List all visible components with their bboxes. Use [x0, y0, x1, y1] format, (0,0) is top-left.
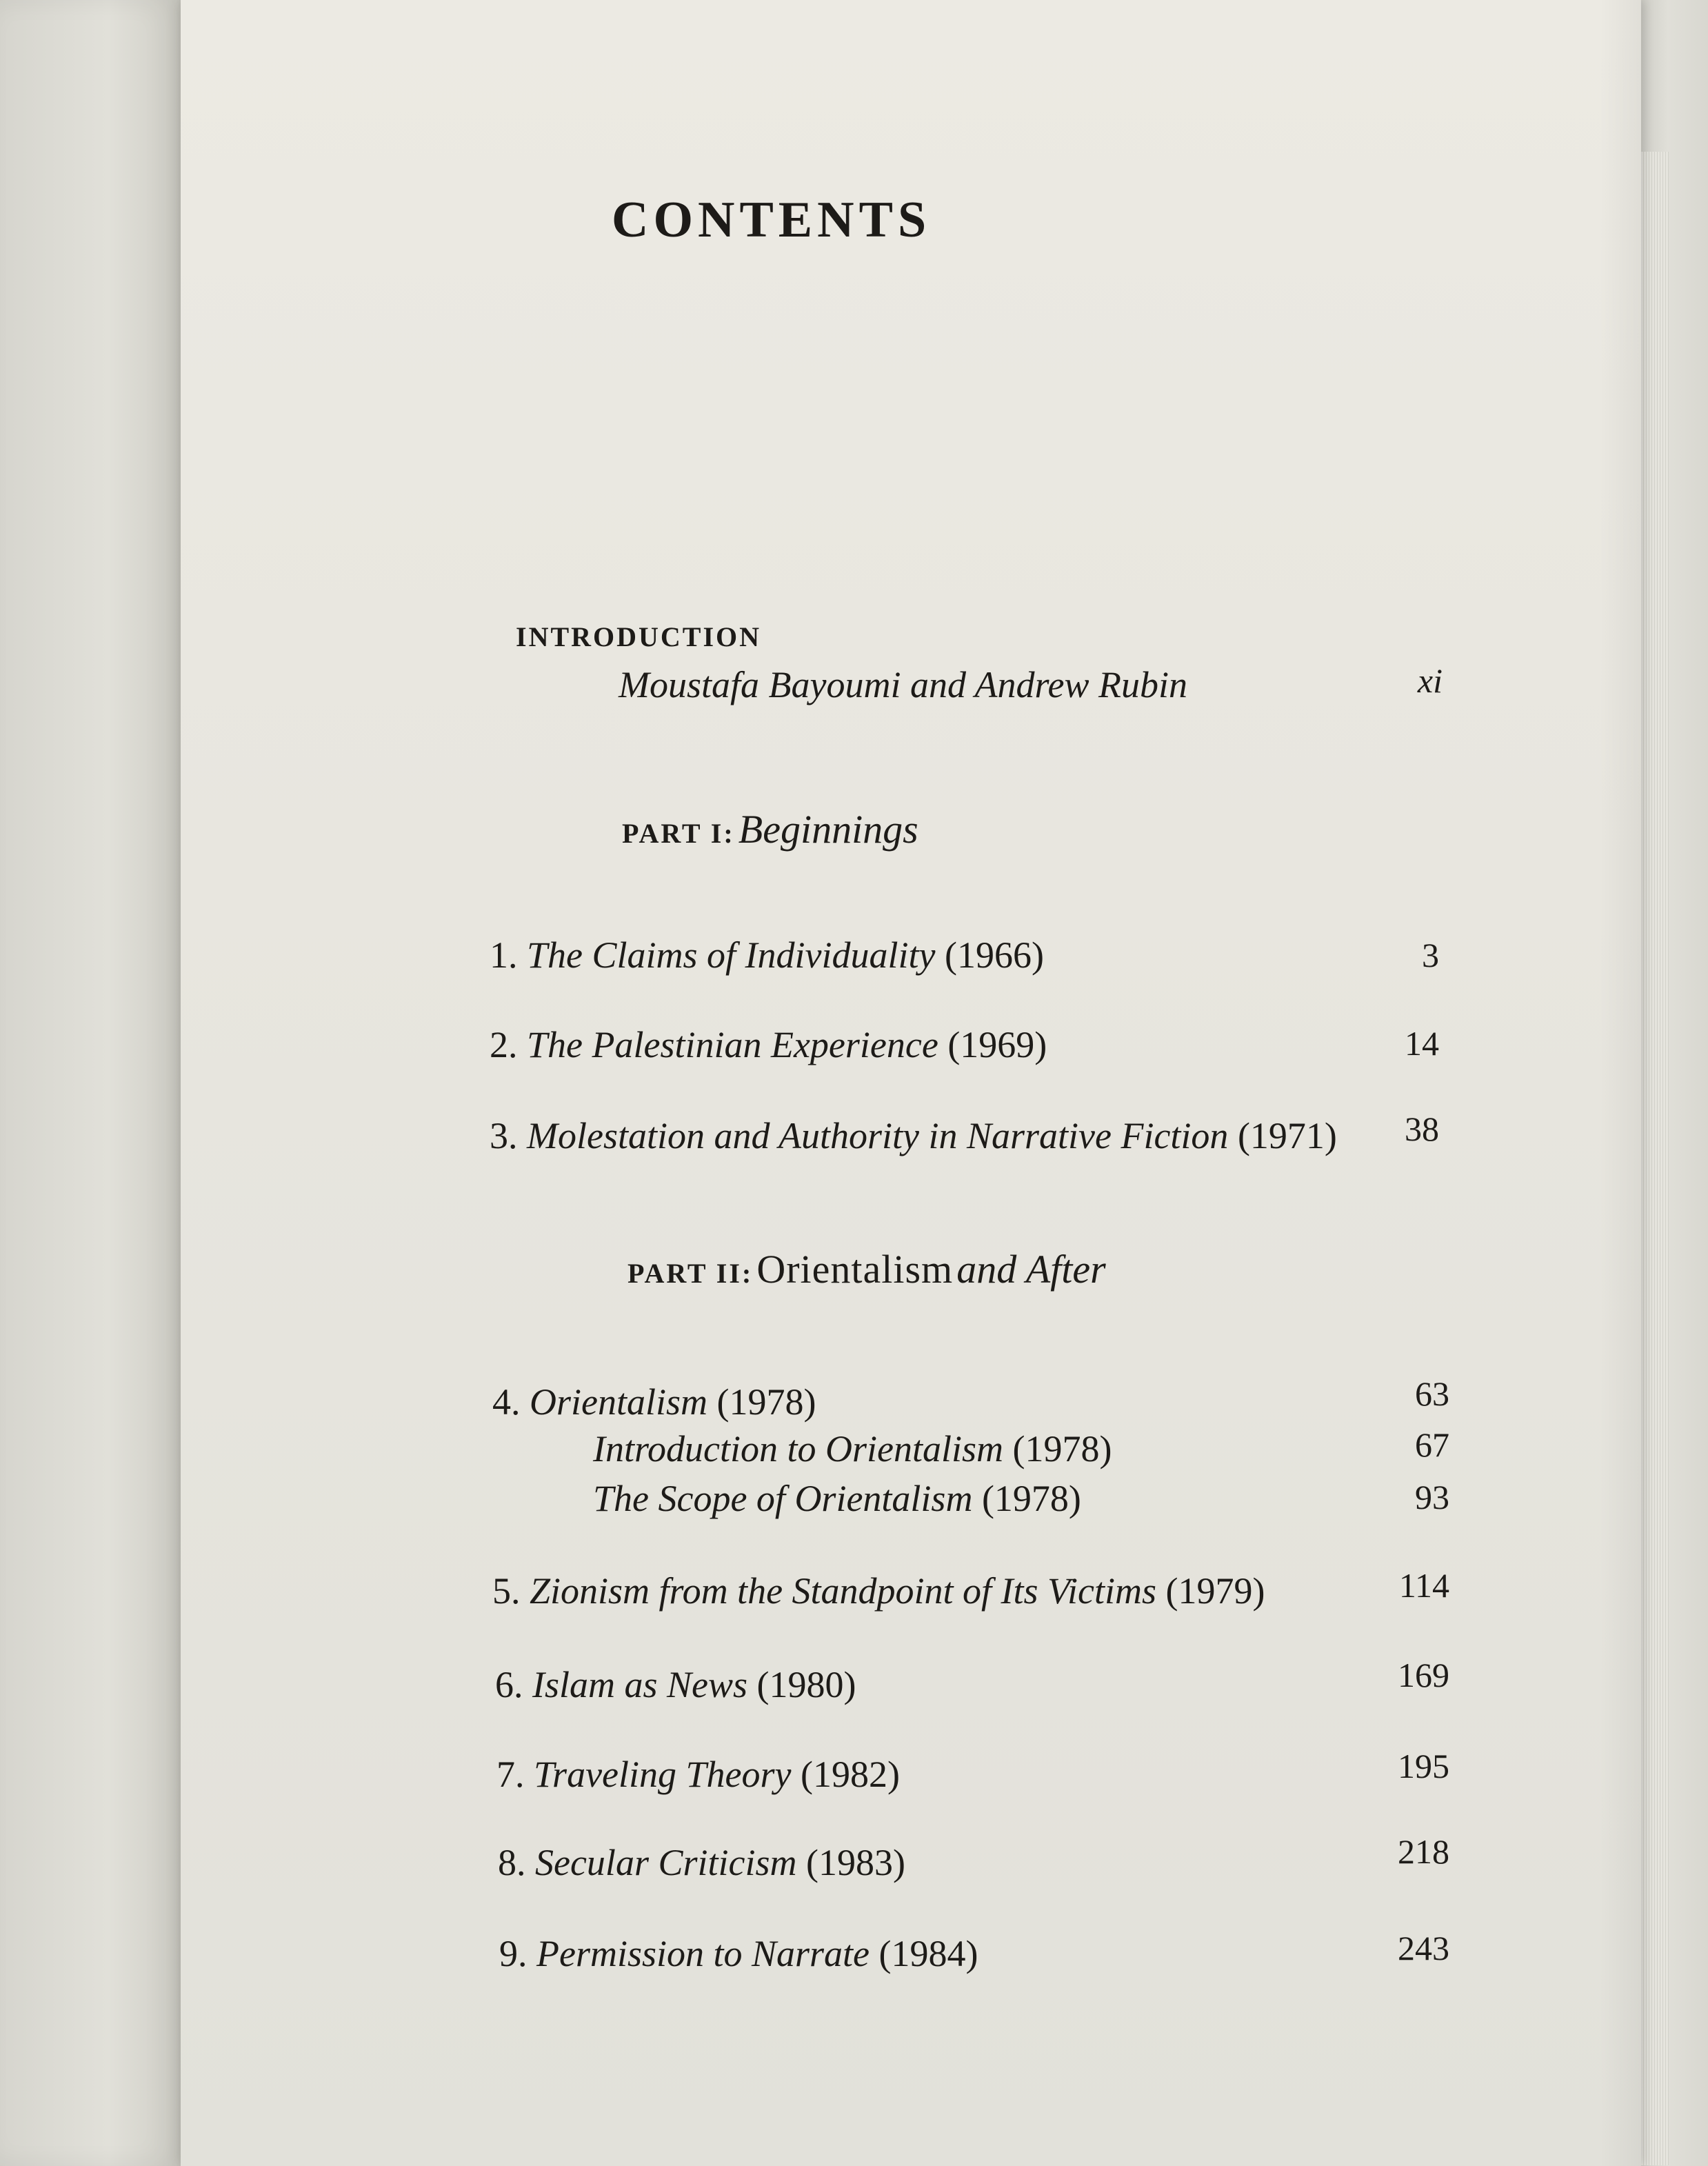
toc-subentry	[593, 1428, 1112, 1470]
part-2-heading	[627, 1247, 1106, 1292]
toc-subentry	[593, 1480, 1081, 1517]
introduction-authors-text: Moustafa Bayoumi and Andrew Rubin	[619, 664, 1187, 705]
entry-number: 8.	[498, 1842, 526, 1883]
part-2-title: Orientalism	[756, 1247, 954, 1292]
entry-title: The Palestinian Experience	[527, 1024, 938, 1065]
entry-title: The Scope of Orientalism	[593, 1478, 973, 1519]
toc-entry	[490, 936, 1044, 974]
toc-entry	[498, 1844, 905, 1881]
entry-year: (1983)	[805, 1842, 905, 1883]
entry-year: (1982)	[801, 1754, 900, 1795]
toc-entry	[492, 1572, 1265, 1610]
toc-entry	[490, 1117, 1337, 1154]
entry-number: 1.	[490, 934, 518, 976]
entry-page: 114	[1398, 1566, 1449, 1605]
entry-page: 67	[1415, 1425, 1449, 1464]
entry-page: 14	[1405, 1024, 1439, 1063]
introduction-authors	[619, 666, 1187, 703]
entry-year: (1979)	[1165, 1570, 1265, 1612]
entry-year: (1978)	[716, 1381, 816, 1423]
entry-page: 63	[1415, 1374, 1449, 1413]
entry-number: 7.	[496, 1754, 525, 1795]
contents-page	[181, 0, 1641, 2166]
toc-entry	[495, 1666, 856, 1703]
part-1-label: PART I:	[622, 818, 735, 849]
entry-title: Introduction to Orientalism	[593, 1428, 1003, 1470]
introduction-label: INTRODUCTION	[516, 621, 762, 652]
entry-number: 9.	[499, 1933, 528, 1974]
entry-number: 5.	[492, 1570, 521, 1612]
entry-title: Islam as News	[532, 1664, 748, 1705]
entry-year: (1984)	[878, 1933, 978, 1974]
entry-title: Zionism from the Standpoint of Its Victims	[530, 1570, 1157, 1612]
left-page-edge	[0, 0, 181, 2166]
entry-page: 3	[1422, 936, 1439, 974]
entry-number: 4.	[492, 1381, 521, 1423]
entry-number: 2.	[490, 1024, 518, 1065]
entry-title: Orientalism	[530, 1381, 708, 1423]
page-edges	[1641, 152, 1669, 2165]
entry-page: 195	[1398, 1747, 1449, 1785]
entry-title: Permission to Narrate	[536, 1933, 870, 1974]
entry-title: Molestation and Authority in Narrative Fiction	[527, 1115, 1229, 1156]
entry-page: 243	[1398, 1929, 1449, 1967]
entry-year: (1966)	[944, 934, 1044, 976]
entry-year: (1980)	[756, 1664, 856, 1705]
page-title: CONTENTS	[612, 192, 932, 248]
entry-title: The Claims of Individuality	[527, 934, 936, 976]
entry-year: (1971)	[1237, 1115, 1337, 1156]
introduction-page: xi	[1417, 661, 1443, 700]
entry-page: 169	[1398, 1656, 1449, 1694]
toc-entry	[496, 1756, 900, 1793]
part-1-title: Beginnings	[738, 807, 918, 852]
entry-number: 3.	[490, 1115, 518, 1156]
entry-year: (1969)	[947, 1024, 1047, 1065]
toc-entry	[499, 1935, 978, 1972]
entry-number: 6.	[495, 1664, 523, 1705]
entry-page: 218	[1398, 1832, 1449, 1871]
entry-page: 93	[1415, 1478, 1449, 1516]
entry-year: (1978)	[981, 1478, 1081, 1519]
entry-year: (1978)	[1012, 1428, 1112, 1470]
part-1-heading	[622, 807, 918, 852]
entry-page: 38	[1405, 1110, 1439, 1148]
entry-title: Secular Criticism	[535, 1842, 797, 1883]
toc-entry	[492, 1383, 816, 1421]
entry-title: Traveling Theory	[534, 1754, 792, 1795]
toc-entry	[490, 1026, 1047, 1063]
part-2-title-italic: and After	[956, 1247, 1106, 1292]
part-2-label: PART II:	[627, 1258, 754, 1289]
